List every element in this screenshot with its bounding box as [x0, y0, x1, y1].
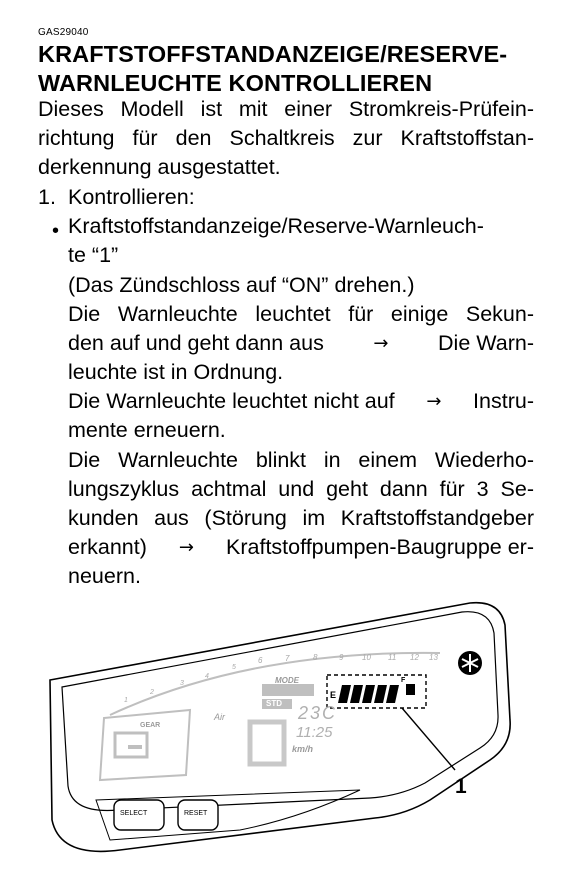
std-label: STD [266, 699, 282, 708]
select-button[interactable]: SELECT [120, 810, 148, 817]
meter-panel-inner [62, 612, 498, 811]
arrow-icon: → [426, 391, 442, 412]
result-3-line-2: lungszyklus achtmal und geht dann für 3 Se- [68, 477, 534, 501]
fuel-pump-icon [406, 684, 415, 695]
fuel-empty-label: E [330, 690, 337, 700]
intro-line-1: Dieses Modell ist mit einer Stromkreis-Prüfein- [38, 97, 534, 121]
tach-number: 7 [285, 654, 290, 663]
tach-number: 8 [313, 653, 318, 662]
result-3-line-4-text-a: erkannt) [68, 535, 147, 559]
bullet-point: • [52, 220, 60, 242]
result-1-line-3: leuchte ist in Ordnung. [68, 360, 284, 384]
tach-number: 5 [232, 664, 236, 671]
speed-digit [250, 722, 284, 764]
bullet-title-line-1: Kraftstoffstandanzeige/Reserve-Warnleuch- [68, 214, 484, 238]
gear-label: GEAR [140, 722, 161, 729]
step-1-label: Kontrollieren: [68, 185, 195, 209]
callout-leader-line [402, 708, 455, 770]
result-3-line-1: Die Warnleuchte blinkt in einem Wiederho- [68, 448, 534, 472]
arrow-icon: → [178, 537, 194, 558]
bullet-title-line-2: te “1” [68, 243, 119, 267]
title-line-1: KRAFTSTOFFSTANDANZEIGE/RESERVE- [38, 41, 508, 67]
tach-number: 13 [429, 653, 438, 662]
tach-number: 1 [124, 697, 128, 704]
intro-line-2: richtung für den Schaltkreis zur Kraftstoffstan- [38, 126, 534, 150]
mode-indicator-bg [262, 684, 314, 696]
tach-number: 10 [362, 653, 371, 662]
speed-unit-label: km/h [292, 744, 314, 754]
result-3-line-3: kunden aus (Störung im Kraftstoffstandgeber [68, 506, 534, 530]
reset-button[interactable]: RESET [184, 810, 208, 817]
result-1-line-2-text-a: den auf und geht dann aus [68, 331, 324, 355]
temperature-display: 23C [298, 703, 338, 723]
mode-label: MODE [275, 676, 299, 685]
result-1-line-1: Die Warnleuchte leuchtet für einige Sekun- [68, 302, 534, 326]
callout-number: 1 [455, 775, 467, 798]
result-2-line-1-text-a: Die Warnleuchte leuchtet nicht auf [68, 389, 395, 413]
tach-number: 9 [339, 653, 344, 662]
document-code: GAS29040 [38, 27, 89, 38]
step-1-number: 1. [38, 185, 56, 209]
note-line: (Das Zündschloss auf “ON” drehen.) [68, 273, 415, 297]
clock-display: 11:25 [296, 724, 333, 741]
title-line-2: WARNLEUCHTE KONTROLLIEREN [38, 70, 433, 96]
fuel-full-label: F [401, 677, 406, 684]
gear-neutral-bar [128, 745, 142, 749]
tach-number: 11 [388, 653, 397, 662]
result-2-line-2: mente erneuern. [68, 418, 226, 442]
air-label: Air [214, 712, 225, 722]
fuel-gauge-segments [338, 685, 399, 703]
result-2-line-1-text-b: Instru- [473, 389, 534, 413]
arrow-icon: → [373, 333, 389, 354]
intro-line-3: derkennung ausgestattet. [38, 155, 281, 179]
result-3-line-5: neuern. [68, 564, 141, 588]
tach-number: 2 [150, 689, 154, 696]
result-1-line-2-text-b: Die Warn- [438, 331, 534, 355]
tach-number: 12 [410, 653, 419, 662]
result-3-line-4-text-b: Kraftstoffpumpen-Baugruppe er- [226, 535, 534, 559]
tach-number: 4 [205, 673, 209, 680]
tach-number: 3 [180, 680, 184, 687]
tach-number: 6 [258, 656, 263, 665]
